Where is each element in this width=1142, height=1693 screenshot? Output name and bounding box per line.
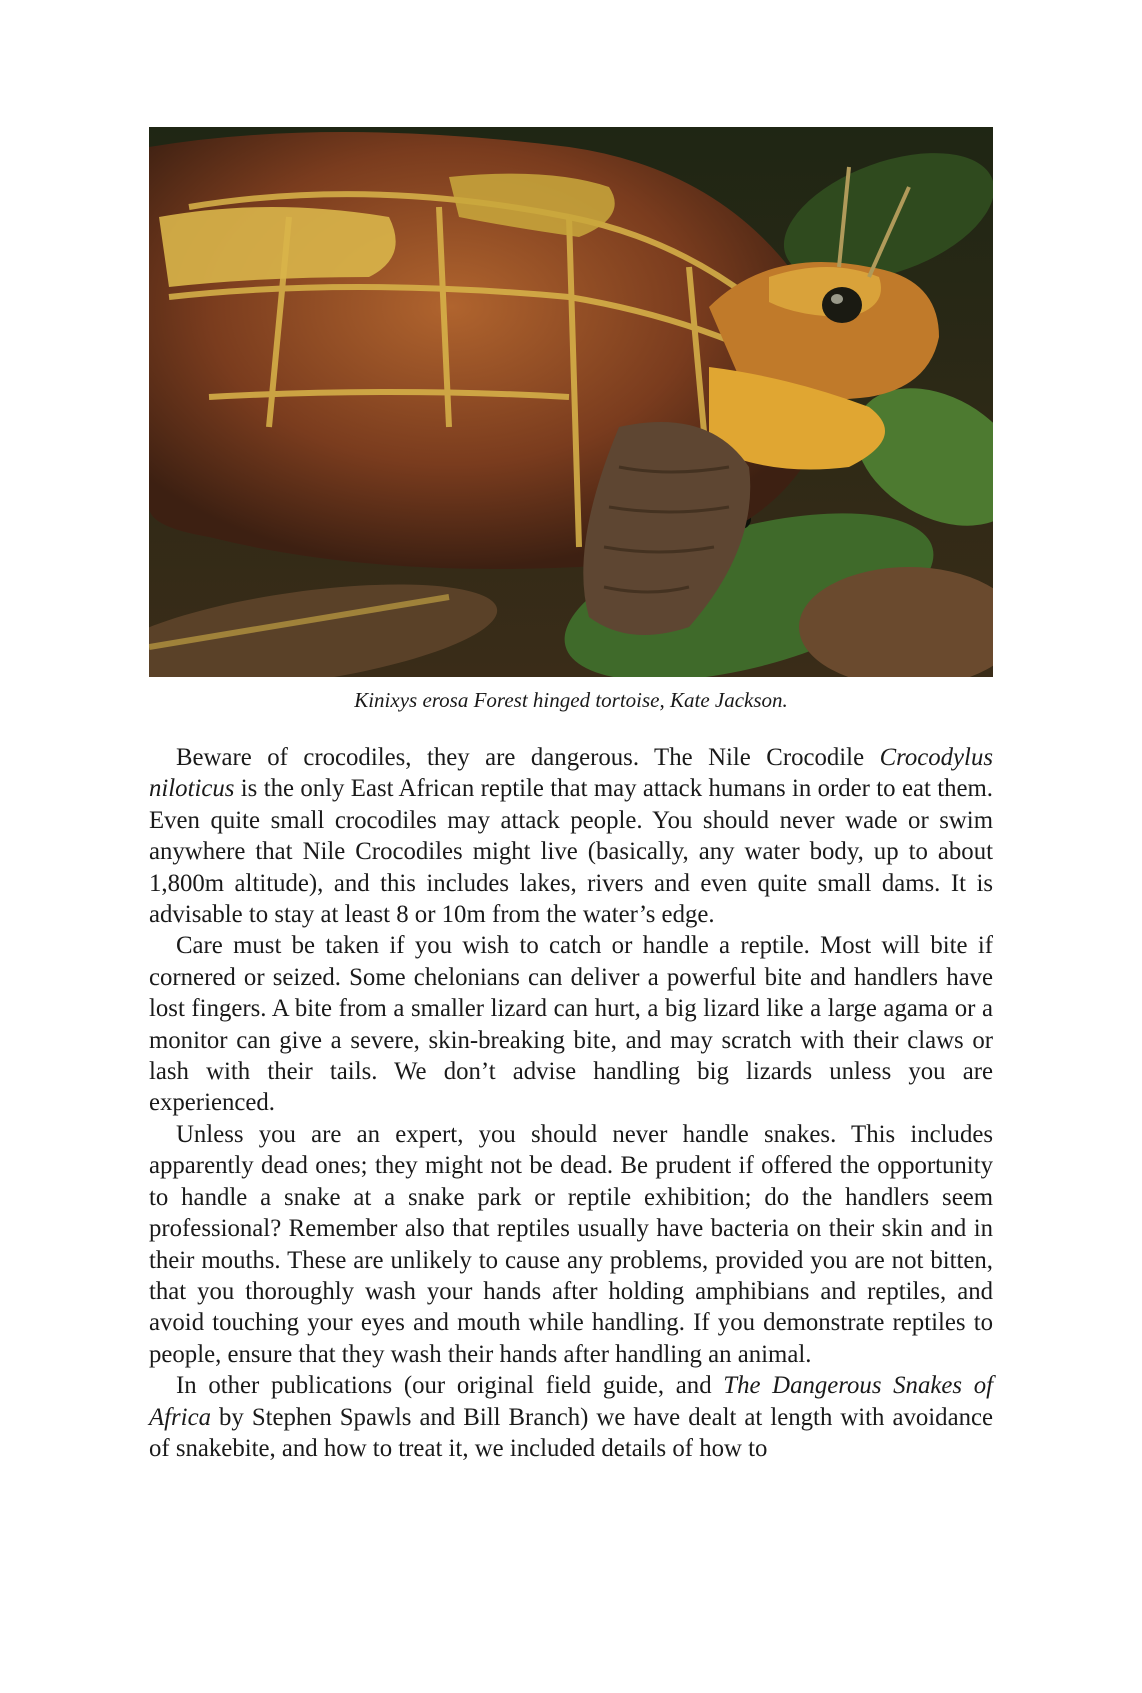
paragraph-handling-reptiles: Care must be taken if you wish to catch or handle a reptile. Most will bite if cornered or seized. Some chelonians can deliver a powerful bite and handlers have lost fingers. A bite from a smaller lizard can hurt, a big lizard like a large agama or a monitor can give a severe, skin-breaking bite, and may scratch with their claws or lash with their tails. We don’t advise handling big lizards unless you are experienced. (149, 932, 993, 1117)
p4-text-b: by Stephen Spawls and Bill Branch) we have dealt at length with avoidance of snakebite, and how to treat it, we included details of how to (149, 1403, 993, 1462)
caption-species: Kinixys erosa (354, 688, 469, 712)
body-text (149, 742, 993, 1464)
caption-text: Forest hinged tortoise, Kate Jackson. (473, 688, 788, 712)
paragraph-snakes: Unless you are an expert, you should never handle snakes. This includes apparently dead ones; they might not be dead. Be prudent if offered the opportunity to handle a snake at a snake park or reptile exhibition; do the handlers seem professional? Remember also that reptiles usually have bacteria on their skin and in their mouths. These are unlikely to cause any problems, provided you are not bitten, that you thoroughly wash your hands after holding amphibians and reptiles, and avoid touching your eyes and mouth while handling. If you demonstrate reptiles to people, ensure that they wash their hands after handling an animal. (149, 1120, 993, 1368)
p4-text-a: In other publications (our original field guide, and (176, 1372, 724, 1400)
tortoise-illustration (149, 127, 993, 677)
figure-caption (149, 687, 993, 713)
paragraph-crocodiles (149, 742, 993, 930)
p1-species-name: Crocodylus niloticus (149, 744, 993, 803)
p1-text-b: is the only East African reptile that may attack humans in order to eat them. Even quite small crocodiles may attack people. You should never wade or swim anywhere that Nile Crocodiles might live (basically, any water body, up to about 1,800m altitude), and this includes lakes, rivers and even quite small dams. It is advisable to stay at least 8 or 10m from the water’s edge. (149, 775, 993, 929)
tortoise-photo (149, 127, 993, 677)
p1-text-a: Beware of crocodiles, they are dangerous. The Nile Crocodile (176, 744, 880, 771)
paragraph-other-publications (149, 1370, 993, 1464)
p4-book-title: The Dangerous Snakes of Africa (149, 1372, 993, 1431)
